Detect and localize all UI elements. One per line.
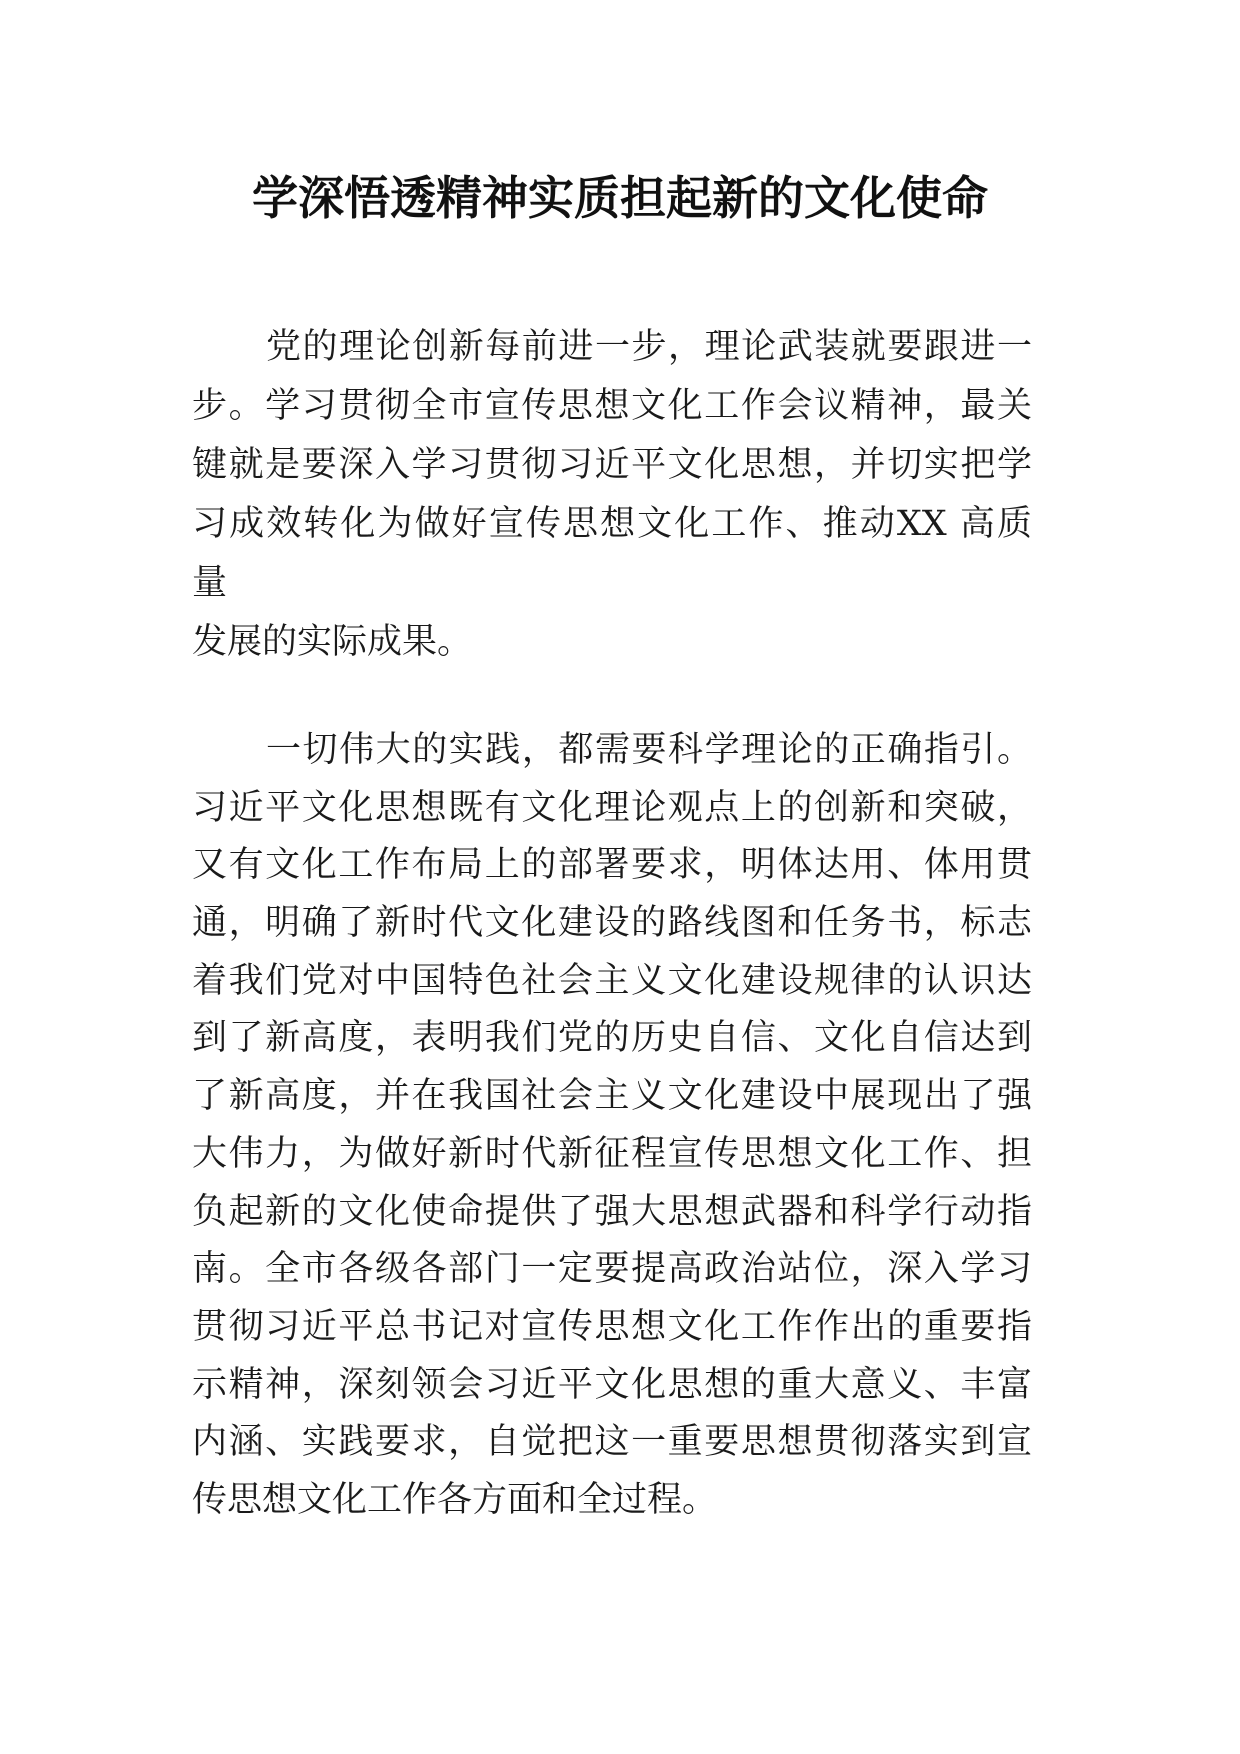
paragraph-2-line: 通，明确了新时代文化建设的路线图和任务书，标志 xyxy=(192,903,1032,944)
paragraph-2-line: 示精神，深刻领会习近平文化思想的重大意义、丰富 xyxy=(192,1364,1032,1405)
paragraph-1 xyxy=(192,318,1032,672)
paragraph-2-line: 着我们党对中国特色社会主义文化建设规律的认识达 xyxy=(192,960,1032,1001)
paragraph-2-line: 内涵、实践要求，自觉把这一重要思想贯彻落实到宣 xyxy=(192,1422,1032,1463)
paragraph-2-line: 南。全市各级各部门一定要提高政治站位，深入学习 xyxy=(192,1249,1032,1290)
paragraph-1-line: 发展的实际成果。 xyxy=(192,622,473,662)
paragraph-1-line: 步。学习贯彻全市宣传思想文化工作会议精神，最关 xyxy=(192,386,1032,426)
paragraph-2-line: 负起新的文化使命提供了强大思想武器和科学行动指 xyxy=(192,1191,1032,1232)
paragraph-2-line: 传思想文化工作各方面和全过程。 xyxy=(192,1479,718,1520)
document-title: 学深悟透精神实质担起新的文化使命 xyxy=(252,171,988,225)
paragraph-2-line: 习近平文化思想既有文化理论观点上的创新和突破， xyxy=(192,787,1032,828)
paragraph-1-line: 量 xyxy=(192,563,228,603)
paragraph-2-line: 到了新高度，表明我们党的历史自信、文化自信达到 xyxy=(192,1018,1032,1059)
paragraph-2-line: 大伟力，为做好新时代新征程宣传思想文化工作、担 xyxy=(192,1133,1032,1174)
paragraph-2-line: 贯彻习近平总书记对宣传思想文化工作作出的重要指 xyxy=(192,1306,1032,1347)
paragraph-1-line: 习成效转化为做好宣传思想文化工作、推动XX 高质 xyxy=(192,504,1032,544)
paragraph-2-line: 一切伟大的实践，都需要科学理论的正确指引。 xyxy=(266,730,1032,770)
paragraph-2-line: 又有文化工作布局上的部署要求，明体达用、体用贯 xyxy=(192,845,1032,886)
paragraph-2 xyxy=(192,722,1032,1530)
paragraph-1-line: 党的理论创新每前进一步，理论武装就要跟进一 xyxy=(266,327,1032,367)
paragraph-2-line: 了新高度，并在我国社会主义文化建设中展现出了强 xyxy=(192,1076,1032,1117)
paragraph-1-line: 键就是要深入学习贯彻习近平文化思想，并切实把学 xyxy=(192,445,1032,485)
